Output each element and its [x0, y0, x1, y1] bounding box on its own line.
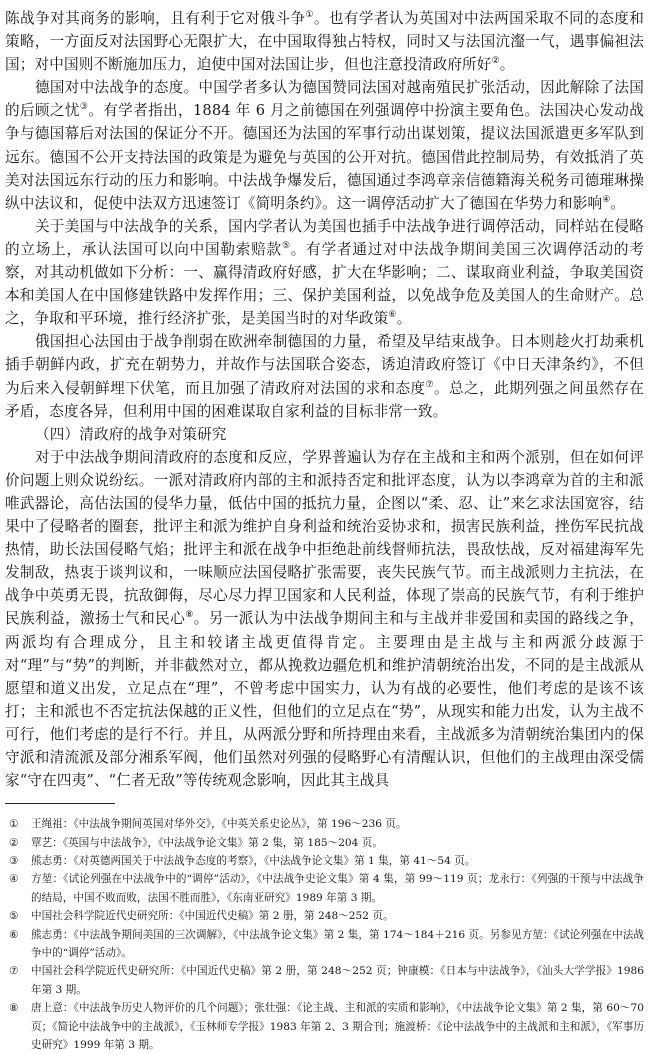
footnote-text: 王绳祖：《中法战争期间英国对华外交》，《中英关系史论丛》，第 196～236 页。 — [31, 818, 407, 831]
paragraph-text: 关于美国与中法战争的关系，国内学者认为美国也插手中法战争进行调停活动，同样站在侵略的立场上，承认法国可以向中国勒索赔款 — [5, 217, 644, 258]
footnote-marker: ⑥ — [388, 310, 397, 321]
footnote-marker: ⑤ — [281, 241, 291, 252]
section-heading — [5, 423, 644, 446]
footnote-number: ② — [9, 836, 19, 849]
footnote-number: ③ — [9, 855, 19, 867]
paragraph-text: 。也有学者认为英国对中法两国采取不同的态度和策略，一方面反对法国野心无限扩大，在中国取得独占特权，同时又与法国沆瀣一气，遇事偏袒法国；对中国则不断施加压力，迫使中国对法国让步，但也注意投清政府所好 — [5, 10, 644, 74]
paragraph-text: 。 — [396, 310, 412, 328]
paragraph — [5, 215, 644, 330]
main-text — [5, 7, 644, 792]
footnote — [5, 870, 644, 907]
footnote-marker: ① — [305, 10, 314, 21]
paragraph-text: 德国对中法战争的态度。中国学者多认为德国赞同法国对越南殖民扩张活动，因此解除了法国的后顾之忧 — [5, 79, 644, 120]
footnote-text: 中国社会科学院近代史研究所：《中国近代史稿》第 2 册，第 248～252 页。 — [31, 910, 394, 923]
footnote-marker: ⑦ — [425, 379, 435, 390]
footnote-separator — [5, 803, 115, 804]
footnote — [5, 926, 644, 963]
paragraph-text: 对于中法战争期间清政府的态度和反应，学界普遍认为存在主战和主和两个派别，但在如何评价问题上则众说纷纭。一派对清政府内部的主和派持否定和批评态度，认为以李鸿章为首的主和派唯武器论，高估法国的侵华力量，低估中国的抵抗力量，企图以“柔、忍、让”来乞求法国宽容，结果中了侵略者的圈套，批评主和派为维护自身利益和统治妥协求和，损害民族利益，挫伤军民抗战热情，助长法国侵略气焰；批评主和派在战争中拒绝赴前线督师抗法，畏敌怯战，反对福建海军先发制敌，热衷于谈判议和，一味顺应法国侵略扩张需要，丧失民族气节。而主战派则力主抗法，在战争中英勇无畏，抗敌御侮，尽心尽力捍卫国家和人民利益，体现了崇高的民族气节，有利于维护民族利益，激扬士气和民心 — [5, 448, 644, 628]
footnote — [5, 815, 644, 833]
footnote-text: 方堃：《试论列强在中法战争中的“调停”活动》，《中法战争史论文集》第 4 集，第 99～119 页；龙永行：《列强的干预与中法战争的结局，中国不败而败，法国不胜而胜》，《东南亚研究》1989 年第 3 期。 — [31, 873, 644, 904]
footnote-text: 覃艺：《英国与中法战争》，《中法战争论文集》第 2 集，第 185～204 页。 — [31, 836, 383, 849]
paragraph-text: 。 — [610, 194, 626, 212]
footnote-number: ① — [9, 818, 19, 831]
footnote-marker: ③ — [79, 102, 89, 113]
paragraph — [5, 76, 644, 215]
paragraph-text: 。有学者通过对中法战争期间美国三次调停活动的考察，对其动机做如下分析：一、赢得清政府好感，扩大在华影响；二、谋取商业利益，争取美国资本和美国人在中国修建铁路中发挥作用；三、保护美国利益，以免战争危及美国人的生命财产。总之，争取和平环境，推行经济扩张，是美国当时的对华政策 — [5, 240, 645, 328]
footnote — [5, 999, 644, 1054]
footnote — [5, 834, 644, 852]
paragraph-text: 。另一派认为中法战争期间主和与主战并非爱国和卖国的路线之争，两派均有合理成分，且主和较诸主战更值得肯定。主要理由是主战与主和两派分歧源于对“理”与“势”的判断，并非截然对立，都从挽救边疆危机和维护清朝统治出发，不同的是主战派从愿望和道义出发，立足点在“理”，不曾考虑中国实力，认为有战的必要性，他们考虑的是该不该打；主和派也不否定抗法保越的正义性，但他们的立足点在“势”，从现实和能力出发，认为主战不可行，他们考虑的是行不行。并且，从两派分野和所持理由来看，主战派多为清朝统治集团内的保守派和清流派及部分湘系军阀，他们虽然对列强的侵略野心有清醒认识，但他们的主战理由深受儒家“守在四夷”、“仁者无敌”等传统观念影响，因此其主战具 — [5, 610, 644, 790]
footnote — [5, 962, 644, 999]
paragraph — [5, 330, 644, 422]
footnotes — [5, 815, 644, 1054]
paragraph-text: （四）清政府的战争对策研究 — [35, 425, 227, 443]
footnote-marker: ④ — [602, 194, 611, 205]
paragraph-text: 。 — [499, 56, 515, 74]
footnote — [5, 852, 644, 870]
paragraph-text: 。有学者指出，1884 年 6 月之前德国在列强调停中扮演主要角色。法国决心发动战争与德国幕后对法国的保证分不开。德国还为法国的军事行动出谋划策，提议法国派遣更多军队到远东。德国不公开支持法国的政策是为避免与英国的公开对抗。德国借此控制局势，有效抵消了英美对法国远东行动的压力和影响。中法战争爆发后，德国通过李鸿章亲信德籍海关税务司德璀琳操纵中法议和，促使中法双方迅速签订《简明条约》。这一调停活动扩大了德国在华势力和影响 — [5, 102, 644, 212]
footnote-number: ⑦ — [9, 965, 19, 978]
footnote-text: 中国社会科学院近代史研究所：《中国近代史稿》第 2 册，第 248～252 页；钟康模：《日本与中法战争》，《汕头大学学报》1986 年第 3 期。 — [31, 965, 644, 996]
paragraph-text: 陈战争对其商务的影响，且有利于它对俄斗争 — [5, 10, 306, 27]
paragraph — [5, 446, 644, 792]
footnote-text: 唐上意：《中法战争历史人物评价的几个问题》；张壮强：《论主战、主和派的实质和影响》，《中法战争论文集》第 2 集，第 60～70 页；《简论中法战争中的主战派》，《玉林师专学报》1983 年第 2、3 期合刊；施渡桥：《论中法战争中的主战派和主和派》，《军事历史研究》1999 年第 3 期。 — [31, 1002, 644, 1052]
paragraph — [5, 7, 644, 76]
footnote-marker: ⑧ — [185, 610, 194, 621]
footnote-number: ⑥ — [9, 928, 19, 941]
footnote-text: 熊志勇：《对英德两国关于中法战争态度的考察》，《中法战争论文集》第 1 集，第 41～54 页。 — [31, 855, 476, 867]
footnote — [5, 907, 644, 925]
footnote-number: ⑧ — [9, 1002, 19, 1015]
footnote-number: ⑤ — [9, 910, 19, 923]
footnote-text: 熊志勇：《中法战争期间美国的三次调解》，《中法战争论文集》第 2 集，第 174～184＋216 页。另参见方堃：《试论列强在中法战争中的“调停”活动》。 — [31, 928, 644, 960]
footnote-number: ④ — [9, 873, 19, 886]
footnote-marker: ② — [491, 56, 500, 67]
paragraph-text: 俄国担心法国由于战争削弱在欧洲牵制德国的力量，希望及早结束战争。日本则趁火打劫乘机插手朝鲜内政，扩充在朝势力，并故作与法国联合姿态，诱迫清政府签订《中日天津条约》，不但为后来入侵朝鲜埋下伏笔，而且加强了清政府对法国的求和态度 — [5, 333, 644, 397]
paragraph-text: 。总之，此期列强之间虽然存在矛盾，态度各异，但利用中国的困难谋取自家利益的目标非常一致。 — [5, 379, 644, 420]
